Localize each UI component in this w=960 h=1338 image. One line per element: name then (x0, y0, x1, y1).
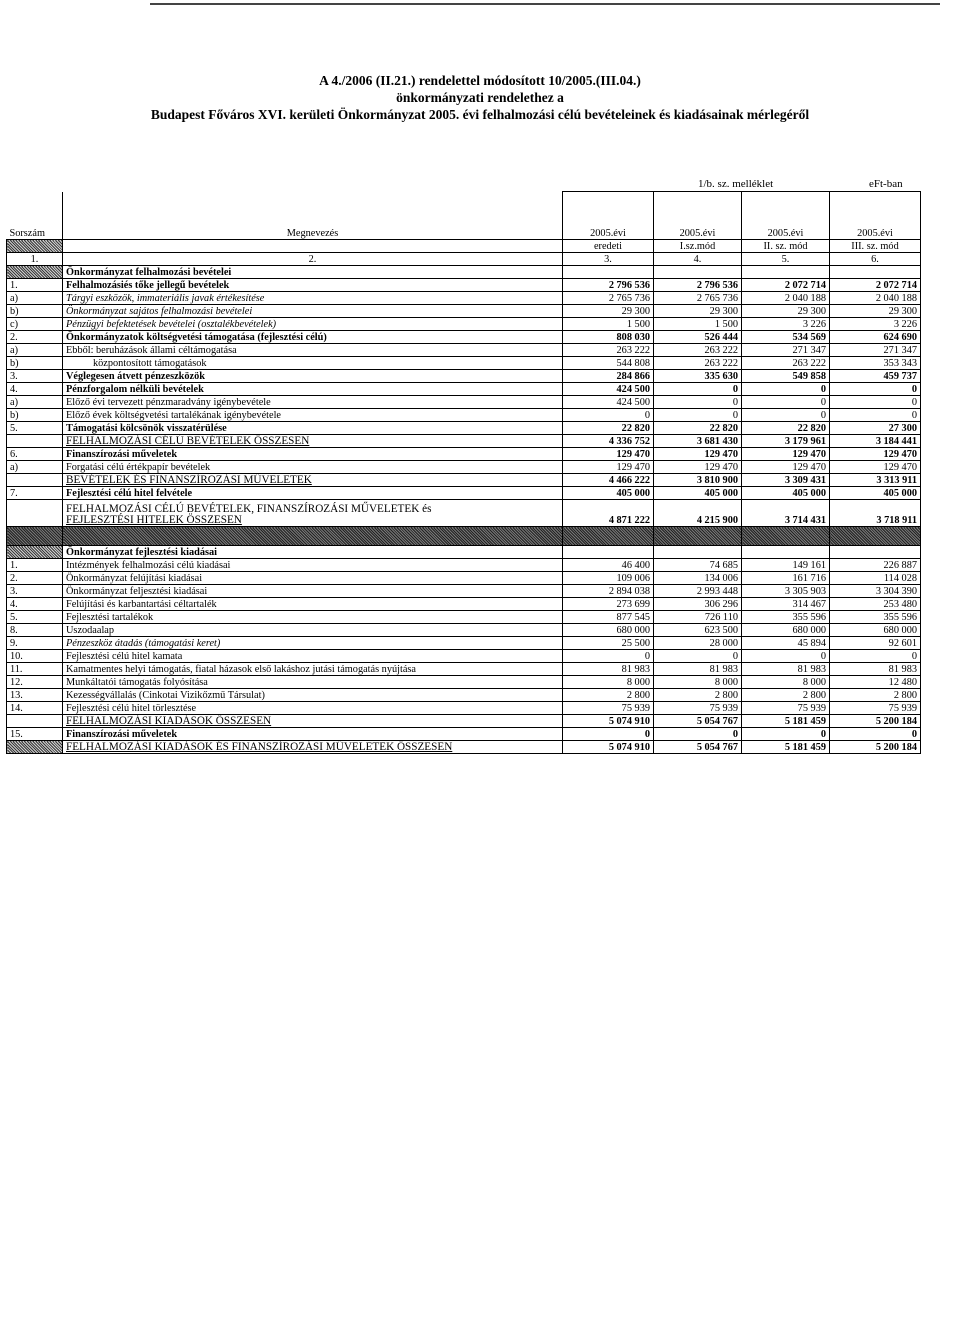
value-cell: 3 305 903 (742, 585, 830, 598)
separator-row (7, 527, 921, 546)
value-cell: 129 470 (830, 448, 921, 461)
value-cell: 271 347 (830, 344, 921, 357)
col-variant-2: I.sz.mód (654, 240, 742, 253)
row-name: Pénzügyi befektetések bevételei (osztalékbevételek) (63, 318, 563, 331)
row-name: FELHALMOZÁSI KIADÁSOK ÖSSZESEN (63, 715, 563, 728)
row-number: 5. (7, 611, 63, 624)
shade-cell (742, 527, 830, 546)
top-rule (0, 0, 960, 6)
value-cell: 0 (563, 728, 654, 741)
value-cell: 3 226 (742, 318, 830, 331)
value-cell: 0 (830, 396, 921, 409)
value-cell: 45 894 (742, 637, 830, 650)
table-row (7, 396, 921, 409)
value-cell: 129 470 (654, 448, 742, 461)
blank-cell (742, 266, 830, 279)
col-year-2: 2005.évi (654, 192, 742, 240)
value-cell: 726 110 (654, 611, 742, 624)
row-number: a) (7, 396, 63, 409)
value-cell: 5 054 767 (654, 741, 742, 754)
value-cell: 253 480 (830, 598, 921, 611)
value-cell: 75 939 (830, 702, 921, 715)
row-name: Felhalmozásiés tőke jellegű bevételek (63, 279, 563, 292)
grand-total-row (7, 500, 921, 527)
row-name: Finanszírozási műveletek (63, 448, 563, 461)
table-row (7, 344, 921, 357)
value-cell: 355 596 (830, 611, 921, 624)
row-number: 14. (7, 702, 63, 715)
row-number: 3. (7, 585, 63, 598)
value-cell: 3 718 911 (830, 500, 921, 527)
value-cell: 0 (830, 650, 921, 663)
value-cell: 129 470 (830, 461, 921, 474)
table-row (7, 637, 921, 650)
table-row (7, 422, 921, 435)
col-num-3: 3. (563, 253, 654, 266)
row-number: 4. (7, 598, 63, 611)
col-variant-1: eredeti (563, 240, 654, 253)
row-name: Fejlesztési célú hitel felvétele (63, 487, 563, 500)
value-cell: 29 300 (654, 305, 742, 318)
row-name: BEVÉTELEK ÉS FINANSZÍROZÁSI MŰVELETEK (63, 474, 563, 487)
value-cell: 4 215 900 (654, 500, 742, 527)
value-cell: 3 179 961 (742, 435, 830, 448)
value-cell: 680 000 (830, 624, 921, 637)
blank-cell (563, 266, 654, 279)
col-num-6: 6. (830, 253, 921, 266)
blank-cell (63, 240, 563, 253)
header-row-variants (7, 240, 921, 253)
row-name: Pénzeszköz átadás (támogatási keret) (63, 637, 563, 650)
table-row (7, 474, 921, 487)
blank-cell (654, 266, 742, 279)
value-cell: 2 800 (742, 689, 830, 702)
value-cell: 306 296 (654, 598, 742, 611)
final-total-row (7, 741, 921, 754)
row-number: a) (7, 461, 63, 474)
table-row (7, 702, 921, 715)
value-cell: 22 820 (654, 422, 742, 435)
row-number (7, 715, 63, 728)
value-cell: 263 222 (563, 344, 654, 357)
value-cell: 0 (654, 650, 742, 663)
value-cell: 0 (563, 409, 654, 422)
row-name: Fejlesztési célú hitel törlesztése (63, 702, 563, 715)
value-cell: 680 000 (563, 624, 654, 637)
row-number: 11. (7, 663, 63, 676)
row-name: Önkormányzat sajátos felhalmozási bevételei (63, 305, 563, 318)
value-cell: 74 685 (654, 559, 742, 572)
row-name: Támogatási kölcsönök visszatérülése (63, 422, 563, 435)
value-cell: 2 894 038 (563, 585, 654, 598)
header-line-2: önkormányzati rendelethez a (396, 90, 564, 105)
value-cell: 5 181 459 (742, 741, 830, 754)
shade-cell (7, 741, 63, 754)
table-row (7, 292, 921, 305)
value-cell: 114 028 (830, 572, 921, 585)
value-cell: 2 796 536 (654, 279, 742, 292)
value-cell: 226 887 (830, 559, 921, 572)
value-cell: 8 000 (563, 676, 654, 689)
value-cell: 5 200 184 (830, 715, 921, 728)
col-megnevezes: Megnevezés (63, 192, 563, 240)
value-cell: 2 796 536 (563, 279, 654, 292)
value-cell: 81 983 (742, 663, 830, 676)
value-cell: 161 716 (742, 572, 830, 585)
row-number (7, 435, 63, 448)
value-cell: 129 470 (563, 448, 654, 461)
value-cell: 129 470 (563, 461, 654, 474)
blank-cell (830, 546, 921, 559)
value-cell: 2 765 736 (654, 292, 742, 305)
row-name: Fejlesztési célú hitel kamata (63, 650, 563, 663)
shade-cell (7, 240, 63, 253)
value-cell: 4 466 222 (563, 474, 654, 487)
value-cell: 8 000 (742, 676, 830, 689)
value-cell: 81 983 (654, 663, 742, 676)
value-cell: 284 866 (563, 370, 654, 383)
table-row (7, 559, 921, 572)
shade-cell (563, 527, 654, 546)
value-cell: 4 336 752 (563, 435, 654, 448)
value-cell: 335 630 (654, 370, 742, 383)
value-cell: 92 601 (830, 637, 921, 650)
row-name: Munkáltatói támogatás folyósítása (63, 676, 563, 689)
table-row (7, 663, 921, 676)
value-cell: 0 (654, 396, 742, 409)
table-row (7, 279, 921, 292)
value-cell: 0 (742, 728, 830, 741)
row-number: 13. (7, 689, 63, 702)
row-number (7, 474, 63, 487)
annex-reference: 1/b. sz. melléklet (698, 178, 774, 190)
value-cell: 0 (830, 409, 921, 422)
table-row (7, 572, 921, 585)
blank-cell (7, 500, 63, 527)
table-row (7, 409, 921, 422)
value-cell: 3 681 430 (654, 435, 742, 448)
col-year-3: 2005.évi (742, 192, 830, 240)
value-cell: 1 500 (563, 318, 654, 331)
row-name: Önkormányzat felújítási kiadásai (63, 572, 563, 585)
value-cell: 2 072 714 (742, 279, 830, 292)
table-row (7, 370, 921, 383)
value-cell: 8 000 (654, 676, 742, 689)
value-cell: 109 006 (563, 572, 654, 585)
value-cell: 5 181 459 (742, 715, 830, 728)
row-name: Önkormányzat feljesztési kiadásai (63, 585, 563, 598)
row-number: c) (7, 318, 63, 331)
value-cell: 424 500 (563, 396, 654, 409)
blank-cell (742, 546, 830, 559)
header-line-3: Budapest Főváros XVI. kerületi Önkormányzat 2005. évi felhalmozási célú bevételeinek és kiadásainak mérlegéről (150, 107, 810, 122)
row-number: 12. (7, 676, 63, 689)
row-number: 2. (7, 572, 63, 585)
table-row (7, 331, 921, 344)
value-cell: 75 939 (563, 702, 654, 715)
value-cell: 0 (830, 383, 921, 396)
value-cell: 3 714 431 (742, 500, 830, 527)
value-cell: 3 309 431 (742, 474, 830, 487)
table-row (7, 624, 921, 637)
table-row (7, 611, 921, 624)
row-number: 9. (7, 637, 63, 650)
row-name: Intézmények felhalmozási célú kiadásai (63, 559, 563, 572)
header-row-numbers (7, 253, 921, 266)
row-name: Fejlesztési tartalékok (63, 611, 563, 624)
value-cell: 877 545 (563, 611, 654, 624)
value-cell: 22 820 (563, 422, 654, 435)
blank-cell (563, 546, 654, 559)
value-cell: 129 470 (742, 448, 830, 461)
grand-total-line-2: FEJLESZTÉSI HITELEK ÖSSZESEN (66, 514, 242, 526)
value-cell: 28 000 (654, 637, 742, 650)
col-num-1: 1. (7, 253, 63, 266)
table-row (7, 357, 921, 370)
value-cell: 81 983 (830, 663, 921, 676)
value-cell: 0 (654, 383, 742, 396)
table-row (7, 650, 921, 663)
value-cell: 405 000 (742, 487, 830, 500)
value-cell: 2 040 188 (830, 292, 921, 305)
value-cell: 129 470 (654, 461, 742, 474)
section-title: Önkormányzat fejlesztési kiadásai (63, 546, 563, 559)
value-cell: 2 072 714 (830, 279, 921, 292)
col-variant-3: II. sz. mód (742, 240, 830, 253)
col-year-1: 2005.évi (563, 192, 654, 240)
value-cell: 355 596 (742, 611, 830, 624)
table-row (7, 435, 921, 448)
row-number: a) (7, 292, 63, 305)
value-cell: 2 040 188 (742, 292, 830, 305)
row-number: 1. (7, 559, 63, 572)
section-title: Önkormányzat felhalmozási bevételei (63, 266, 563, 279)
table-row (7, 318, 921, 331)
value-cell: 353 343 (830, 357, 921, 370)
value-cell: 29 300 (563, 305, 654, 318)
value-cell: 623 500 (654, 624, 742, 637)
row-number: b) (7, 305, 63, 318)
row-name: központosított támogatások (63, 357, 563, 370)
value-cell: 3 313 911 (830, 474, 921, 487)
value-cell: 149 161 (742, 559, 830, 572)
value-cell: 27 300 (830, 422, 921, 435)
value-cell: 5 074 910 (563, 741, 654, 754)
section-row-expenditures (7, 546, 921, 559)
value-cell: 0 (830, 728, 921, 741)
row-name: Előző évek költségvetési tartalékának igénybevétele (63, 409, 563, 422)
value-cell: 3 810 900 (654, 474, 742, 487)
row-name: Önkormányzatok költségvetési támogatása (fejlesztési célú) (63, 331, 563, 344)
value-cell: 263 222 (654, 344, 742, 357)
table-row (7, 585, 921, 598)
section-row-revenues (7, 266, 921, 279)
value-cell: 22 820 (742, 422, 830, 435)
row-name: Véglegesen átvett pénzeszközök (63, 370, 563, 383)
table-row (7, 448, 921, 461)
header-row-years (7, 192, 921, 240)
value-cell: 526 444 (654, 331, 742, 344)
blank-cell (654, 546, 742, 559)
value-cell: 29 300 (830, 305, 921, 318)
value-cell: 0 (742, 650, 830, 663)
table-row (7, 598, 921, 611)
value-cell: 2 800 (830, 689, 921, 702)
final-total-label: FELHALMOZÁSI KIADÁSOK ÉS FINANSZÍROZÁSI MŰVELETEK ÖSSZESEN (63, 741, 563, 754)
value-cell: 3 184 441 (830, 435, 921, 448)
row-number: b) (7, 357, 63, 370)
row-name: Felújítási és karbantartási céltartalék (63, 598, 563, 611)
row-number: 15. (7, 728, 63, 741)
value-cell: 3 304 390 (830, 585, 921, 598)
value-cell: 2 800 (563, 689, 654, 702)
table-row (7, 305, 921, 318)
row-number: 6. (7, 448, 63, 461)
col-num-2: 2. (63, 253, 563, 266)
table-row (7, 487, 921, 500)
row-name: Forgatási célú értékpapír bevételek (63, 461, 563, 474)
table-row (7, 676, 921, 689)
value-cell: 263 222 (654, 357, 742, 370)
value-cell: 134 006 (654, 572, 742, 585)
shade-cell (830, 527, 921, 546)
row-number: 1. (7, 279, 63, 292)
value-cell: 314 467 (742, 598, 830, 611)
row-number: b) (7, 409, 63, 422)
value-cell: 2 765 736 (563, 292, 654, 305)
row-number: 8. (7, 624, 63, 637)
row-name: Kezességvállalás (Cinkotai Vizikőzmű Társulat) (63, 689, 563, 702)
row-name: Tárgyi eszközök, immateriális javak értékesítése (63, 292, 563, 305)
row-number: a) (7, 344, 63, 357)
value-cell: 534 569 (742, 331, 830, 344)
col-num-5: 5. (742, 253, 830, 266)
blank-cell (830, 266, 921, 279)
value-cell: 3 226 (830, 318, 921, 331)
row-number: 7. (7, 487, 63, 500)
value-cell: 81 983 (563, 663, 654, 676)
row-name: Előző évi tervezett pénzmaradvány igénybevétele (63, 396, 563, 409)
row-number: 5. (7, 422, 63, 435)
table-row (7, 689, 921, 702)
budget-table (6, 191, 921, 754)
value-cell: 271 347 (742, 344, 830, 357)
value-cell: 2 993 448 (654, 585, 742, 598)
value-cell: 0 (742, 383, 830, 396)
col-num-4: 4. (654, 253, 742, 266)
value-cell: 405 000 (830, 487, 921, 500)
document-header (0, 72, 960, 123)
value-cell: 808 030 (563, 331, 654, 344)
value-cell: 2 800 (654, 689, 742, 702)
value-cell: 405 000 (654, 487, 742, 500)
grand-total-line-1: FELHALMOZÁSI CÉLÚ BEVÉTELEK, FINANSZÍROZÁSI MŰVELETEK és (66, 503, 432, 515)
table-row (7, 383, 921, 396)
value-cell: 549 858 (742, 370, 830, 383)
table-row (7, 728, 921, 741)
grand-total-label (63, 500, 563, 527)
value-cell: 1 500 (654, 318, 742, 331)
row-name: FELHALMOZÁSI CÉLÚ BEVÉTELEK ÖSSZESEN (63, 435, 563, 448)
table-row (7, 461, 921, 474)
value-cell: 424 500 (563, 383, 654, 396)
row-name: Finanszírozási műveletek (63, 728, 563, 741)
row-number: 3. (7, 370, 63, 383)
row-name: Uszodaalap (63, 624, 563, 637)
value-cell: 0 (654, 409, 742, 422)
value-cell: 25 500 (563, 637, 654, 650)
row-name: Ebből: beruházások állami céltámogatása (63, 344, 563, 357)
value-cell: 459 737 (830, 370, 921, 383)
shade-cell (7, 546, 63, 559)
value-cell: 0 (742, 396, 830, 409)
value-cell: 12 480 (830, 676, 921, 689)
value-cell: 5 054 767 (654, 715, 742, 728)
col-year-4: 2005.évi (830, 192, 921, 240)
row-number: 10. (7, 650, 63, 663)
value-cell: 75 939 (742, 702, 830, 715)
shade-cell (7, 266, 63, 279)
value-cell: 624 690 (830, 331, 921, 344)
value-cell: 405 000 (563, 487, 654, 500)
value-cell: 544 808 (563, 357, 654, 370)
value-cell: 680 000 (742, 624, 830, 637)
row-name: Kamatmentes helyi támogatás, fiatal házasok első lakáshoz jutási támogatás nyújtása (63, 663, 563, 676)
value-cell: 5 074 910 (563, 715, 654, 728)
row-name: Pénzforgalom nélküli bevételek (63, 383, 563, 396)
col-variant-4: III. sz. mód (830, 240, 921, 253)
value-cell: 273 699 (563, 598, 654, 611)
value-cell: 0 (742, 409, 830, 422)
value-cell: 4 871 222 (563, 500, 654, 527)
value-cell: 46 400 (563, 559, 654, 572)
value-cell: 0 (654, 728, 742, 741)
header-line-1: A 4./2006 (II.21.) rendelettel módosított 10/2005.(III.04.) (319, 73, 641, 88)
table-row (7, 715, 921, 728)
value-cell: 263 222 (742, 357, 830, 370)
value-cell: 29 300 (742, 305, 830, 318)
shade-cell (7, 527, 63, 546)
shade-cell (63, 527, 563, 546)
value-cell: 129 470 (742, 461, 830, 474)
value-cell: 75 939 (654, 702, 742, 715)
row-number: 4. (7, 383, 63, 396)
value-cell: 5 200 184 (830, 741, 921, 754)
col-sorszam: Sorszám (7, 192, 63, 240)
shade-cell (654, 527, 742, 546)
row-number: 2. (7, 331, 63, 344)
unit-label: eFt-ban (869, 178, 903, 190)
value-cell: 0 (563, 650, 654, 663)
